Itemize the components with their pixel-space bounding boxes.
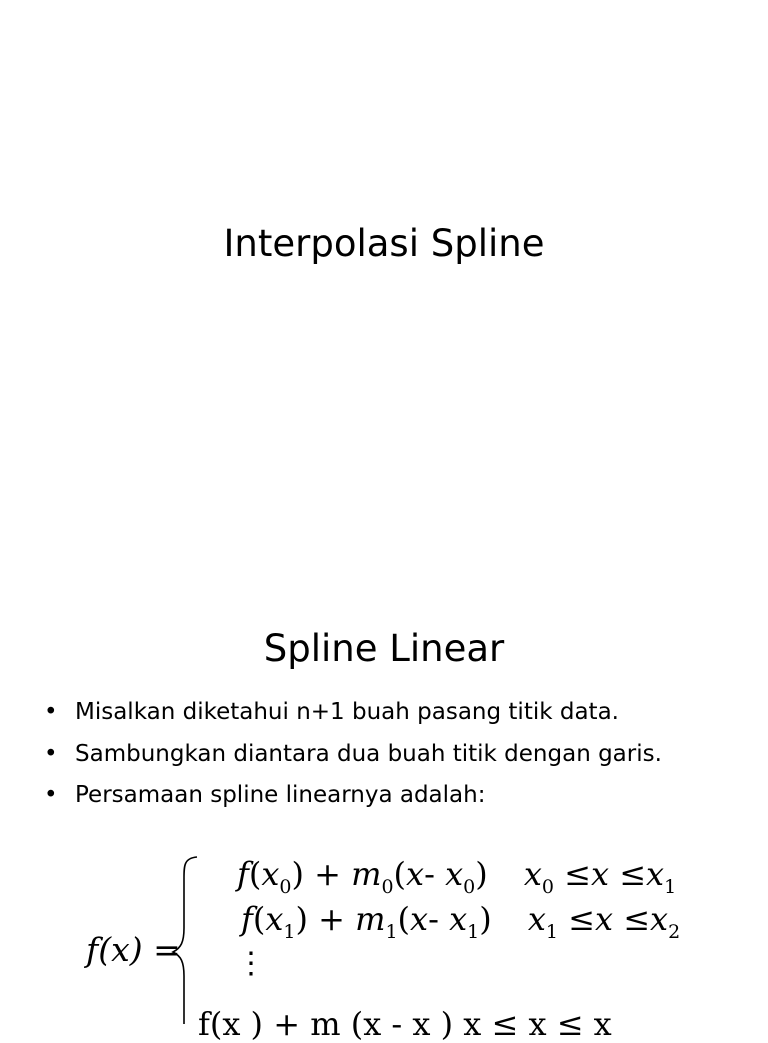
formula-row: $f(x_0) + m_0(x-$ $x_0$) $x_0 \le x \le x_1$ [237,855,677,898]
formula-row-partial: f(x ) + m (x - x ) x ≤ x ≤ x [198,1005,612,1043]
slide-title: Interpolasi Spline [223,222,545,265]
bullet-icon: • [44,782,58,808]
bullet-text: Sambungkan diantara dua buah titik dengan garis. [75,740,662,767]
bullet-icon: • [44,699,58,725]
formula-lhs: f(x) = [86,930,181,969]
bullet-text: Persamaan spline linearnya adalah: [75,782,486,808]
formula-row: $f(x_1) + m_1(x-$ $x_1$) $x_1 \le x \le x_2$ [241,900,681,943]
bullet-text: Misalkan diketahui n+1 buah pasang titik data. [75,699,619,725]
vertical-ellipsis-icon: ⋮ [236,946,266,981]
slide-title: Spline Linear [263,627,505,670]
bullet-icon: • [44,740,58,767]
